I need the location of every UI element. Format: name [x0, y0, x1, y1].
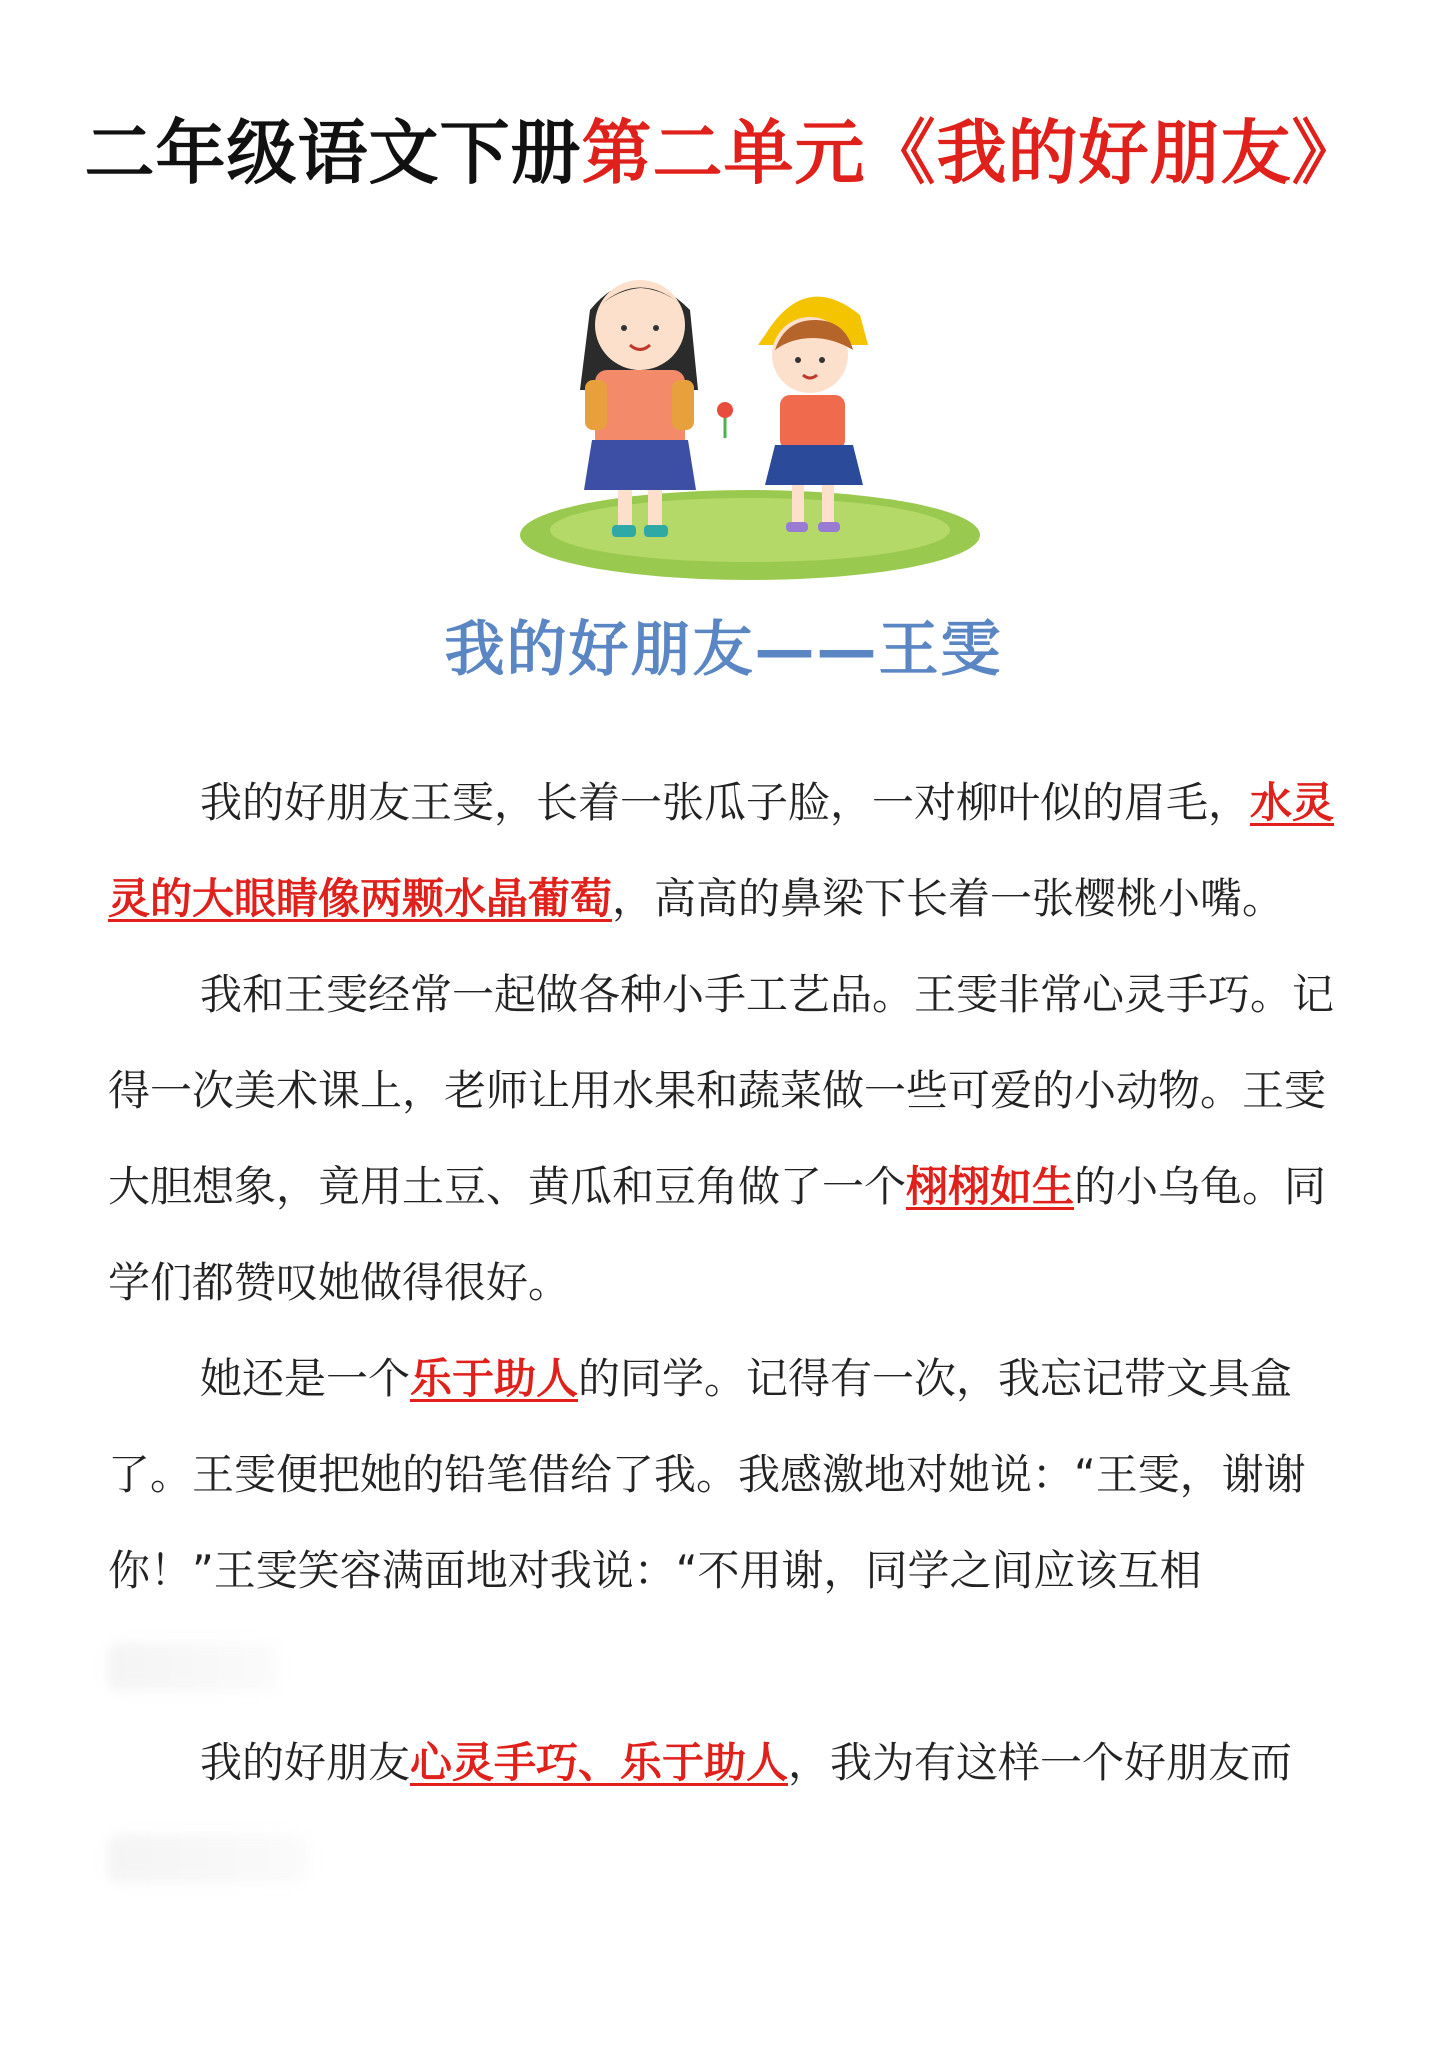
p2-text-b: 的小乌龟。同学们都赞叹她做得很好。	[108, 1162, 1327, 1307]
p3-text-a: 她还是一个	[200, 1354, 411, 1403]
paragraph-4	[108, 1715, 1358, 1811]
p4-highlight: 心灵手巧、乐于助人	[410, 1738, 789, 1787]
paragraph-2	[108, 947, 1358, 1331]
p4-text-a: 我的好朋友	[200, 1738, 411, 1787]
illustration-caption: 我的好朋友——王雯	[444, 615, 1003, 685]
p2-highlight: 栩栩如生	[906, 1162, 1075, 1211]
blurred-line	[108, 1811, 1358, 1907]
title-unit: 第二单元《我的好朋友》	[581, 112, 1363, 194]
p1-text-a: 我的好朋友王雯，长着一张瓜子脸，一对柳叶似的眉毛，	[200, 778, 1251, 827]
paragraph-3	[108, 1331, 1358, 1619]
blurred-line	[108, 1619, 1358, 1715]
paragraph-1	[108, 755, 1358, 947]
essay-body	[108, 755, 1358, 1907]
p1-text-b: ，高高的鼻梁下长着一张樱桃小嘴。	[612, 874, 1285, 923]
two-girls-illustration	[500, 240, 1000, 585]
p3-text-b: 的同学。记得有一次，我忘记带文具盒了。王雯便把她的铅笔借给了我。我感激地对她说：“王雯，谢谢你！”王雯笑容满面地对我说：“不用谢，同学之间应该互相	[108, 1354, 1306, 1595]
p2-text-a: 我和王雯经常一起做各种小手工艺品。王雯非常心灵手巧。记得一次美术课上，老师让用水果和蔬菜做一些可爱的小动物。王雯大胆想象，竟用土豆、黄瓜和豆角做了一个	[108, 970, 1335, 1211]
page-title	[0, 108, 1447, 198]
p1-highlight: 水灵灵的大眼睛像两颗水晶葡萄	[108, 778, 1335, 923]
title-grade: 二年级语文下册	[84, 112, 582, 194]
p3-highlight: 乐于助人	[410, 1354, 579, 1403]
p4-text-b: ，我为有这样一个好朋友而	[788, 1738, 1293, 1787]
